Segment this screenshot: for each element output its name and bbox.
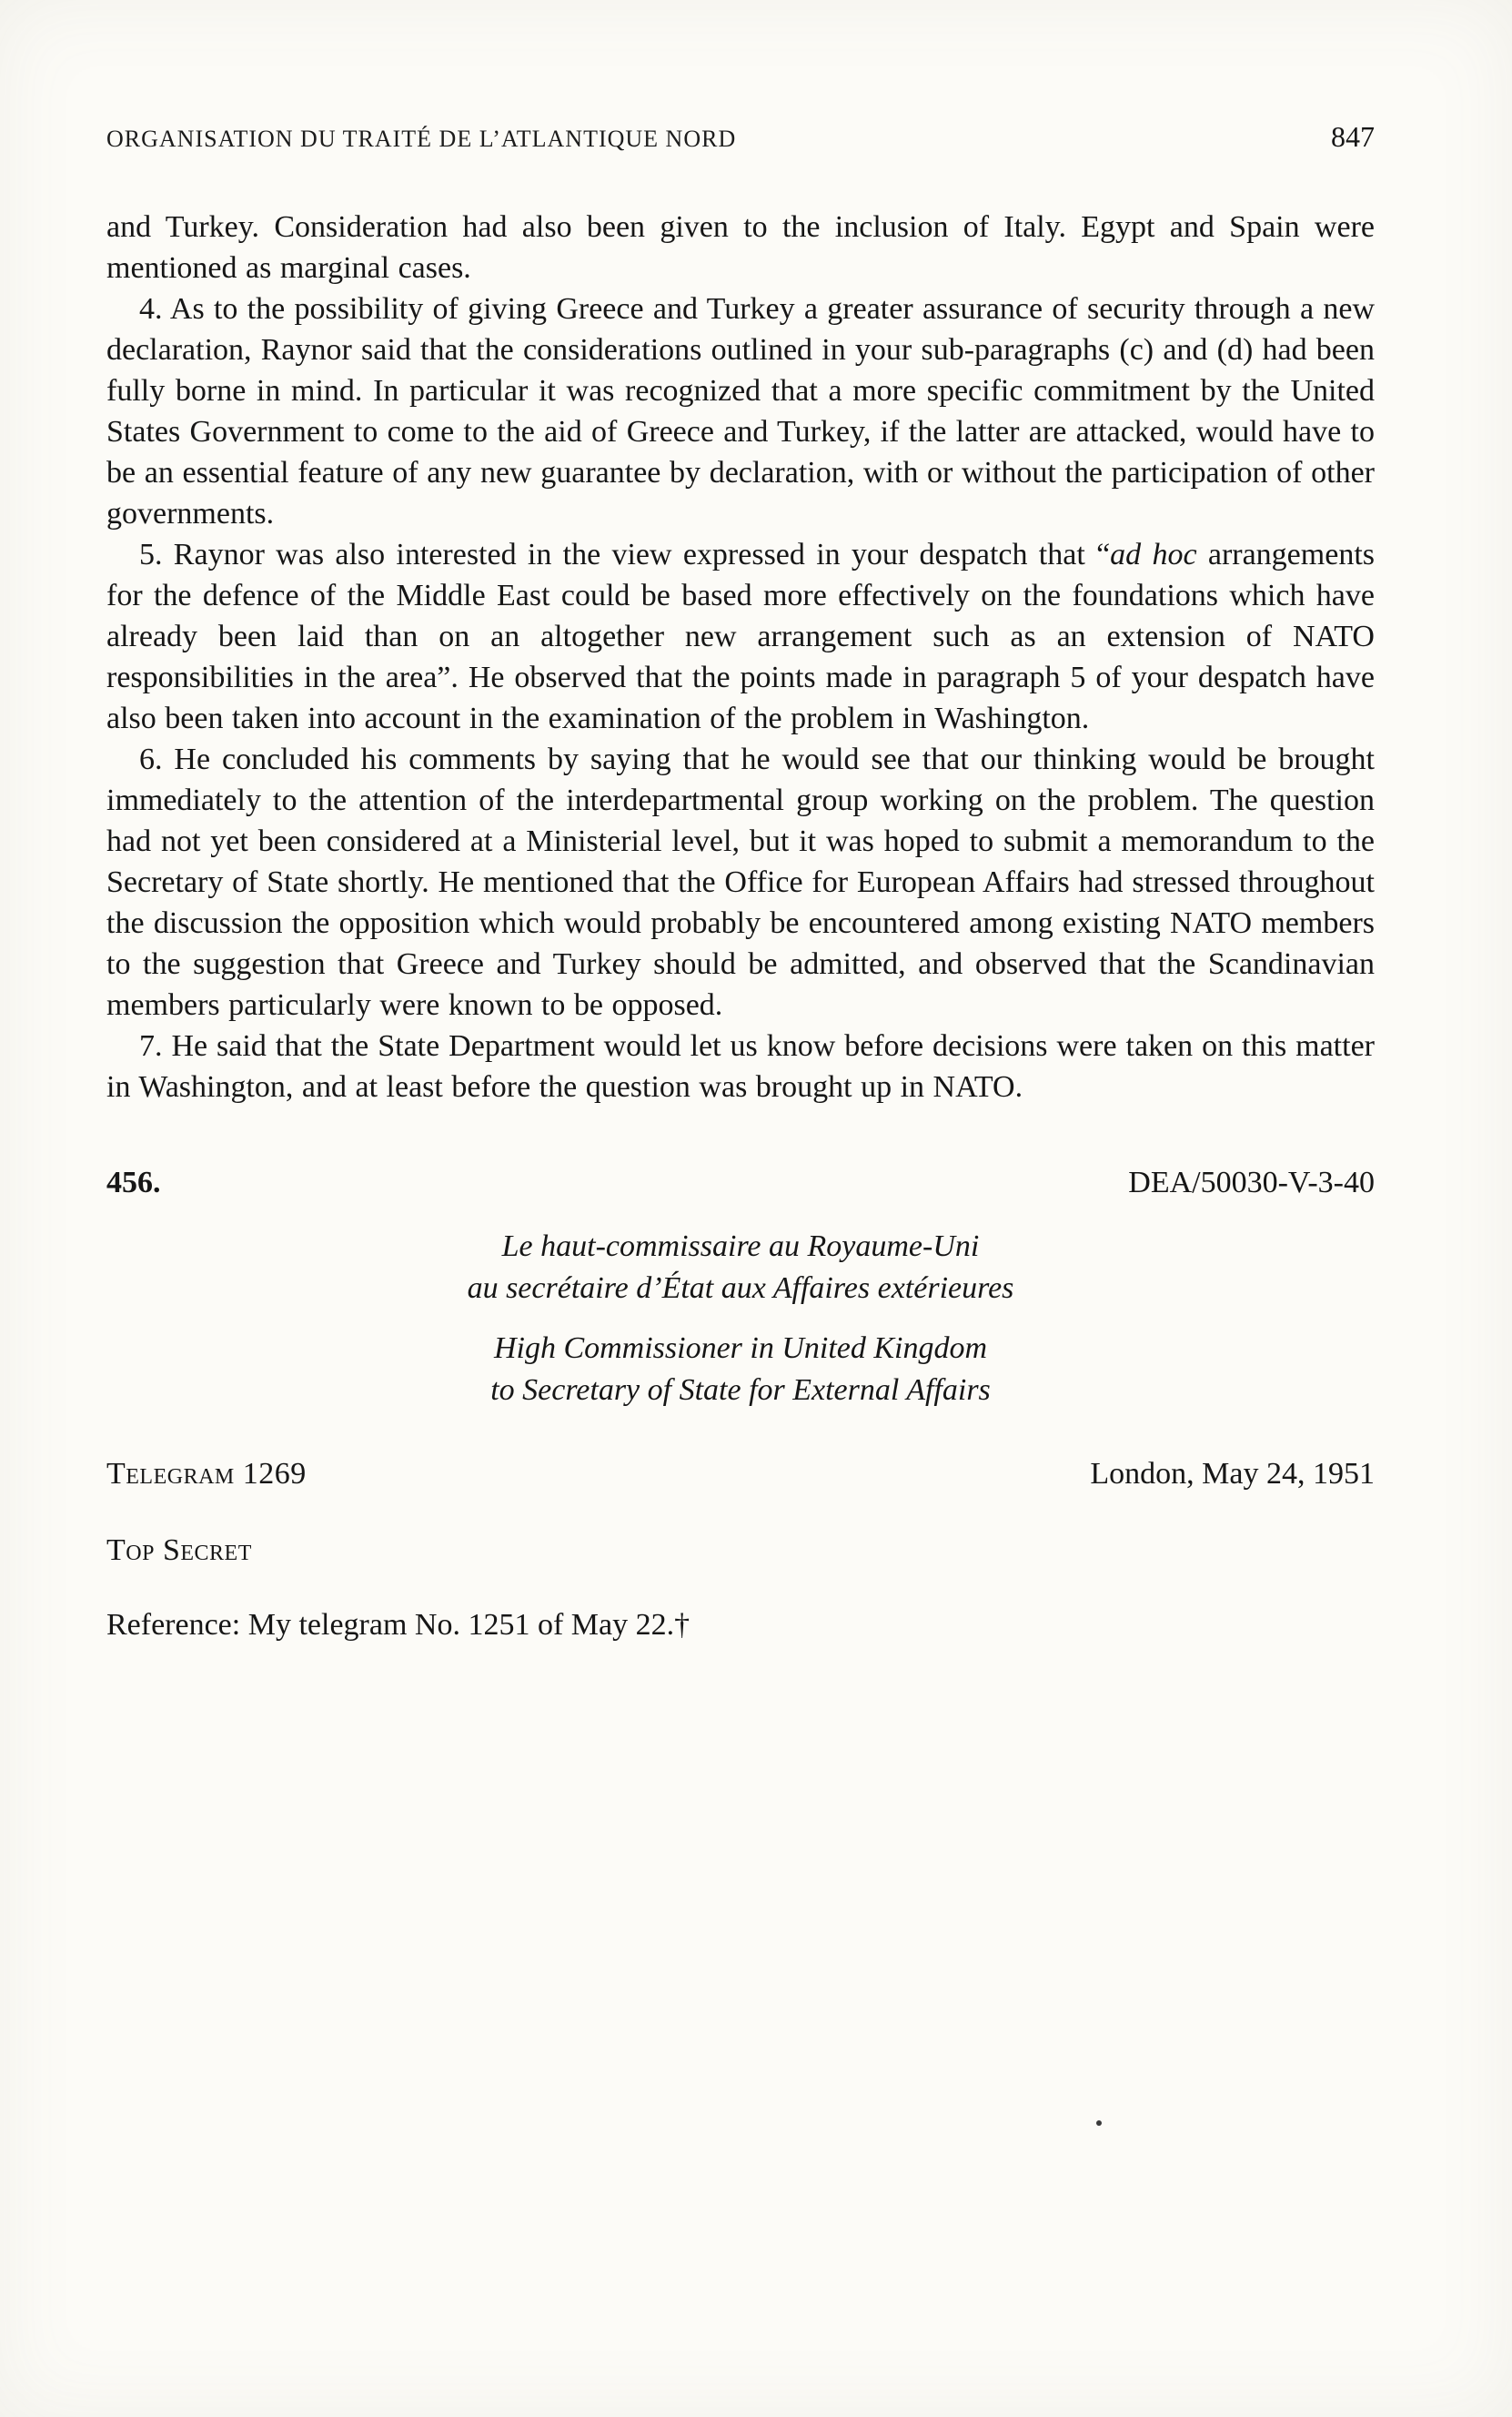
- classification-label: Top Secret: [106, 1533, 252, 1567]
- title-english-line-1: High Commissioner in United Kingdom: [493, 1331, 988, 1365]
- paragraph-text: 5. Raynor was also interested in the view expressed in your despatch that “: [139, 538, 1111, 571]
- document-entry: [106, 1166, 1375, 1643]
- body-paragraphs: [106, 207, 1375, 1107]
- file-reference: DEA/50030-V-3-40: [1128, 1166, 1375, 1199]
- running-title: ORGANISATION DU TRAITÉ DE L’ATLANTIQUE NORD: [106, 126, 737, 152]
- paragraph-text: 7. He said that the State Department would let us know before decisions were taken on this matter in Washington, and at least before the question was brought up in NATO.: [106, 1029, 1375, 1104]
- dateline: London, May 24, 1951: [1090, 1457, 1375, 1491]
- running-header: [106, 120, 1375, 154]
- paragraph: [106, 207, 1375, 288]
- stray-ink-dot: [1096, 2120, 1102, 2126]
- telegram-line: [106, 1457, 1375, 1492]
- paragraph-text: and Turkey. Consideration had also been given to the inclusion of Italy. Egypt and Spain were mentioned as marginal cases.: [106, 210, 1375, 285]
- italic-phrase: ad hoc: [1110, 538, 1197, 571]
- paragraph-text: arrangements for the defence of the Middle East could be based more effectively on the foundations which have already been laid than on an altogether new arrangement such as an extension of NATO responsibilities in the area”. He observed that the points made in paragraph 5 of your despatch have also been taken into account in the examination of the problem in Washington.: [106, 538, 1375, 735]
- reference-note: Reference: My telegram No. 1251 of May 22.†: [106, 1608, 690, 1642]
- paragraph: [106, 1026, 1375, 1107]
- paragraph: [106, 534, 1375, 739]
- paragraph-text: 6. He concluded his comments by saying that he would see that our thinking would be brought immediately to the attention of the interdepartmental group working on the problem. The question had not yet been considered at a Ministerial level, but it was hoped to submit a memorandum to the Secretary of State shortly. He mentioned that the Office for European Affairs had stressed throughout the discussion the opposition which would probably be encountered among existing NATO members to the suggestion that Greece and Turkey should be admitted, and observed that the Scandinavian members particularly were known to be opposed.: [106, 743, 1375, 1022]
- paragraph: [106, 739, 1375, 1026]
- paragraph-text: 4. As to the possibility of giving Greece and Turkey a greater assurance of security through a new declaration, Raynor said that the considerations outlined in your sub-paragraphs (c) and (d) had been fully borne in mind. In particular it was recognized that a more specific commitment by the United States Government to come to the aid of Greece and Turkey, if the latter are attacked, would have to be an essential feature of any new guarantee by declaration, with or without the participation of other governments.: [106, 292, 1375, 531]
- paragraph: [106, 288, 1375, 534]
- title-french-line-2: au secrétaire d’État aux Affaires extérieures: [467, 1271, 1014, 1305]
- telegram-label: Telegram 1269: [106, 1457, 307, 1491]
- title-english: [106, 1328, 1375, 1411]
- page-number: 847: [1331, 120, 1375, 153]
- title-french: [106, 1226, 1375, 1310]
- title-french-line-1: Le haut-commissaire au Royaume-Uni: [501, 1229, 980, 1263]
- document-number: 456.: [106, 1166, 161, 1199]
- title-english-line-2: to Secretary of State for External Affairs: [490, 1373, 991, 1407]
- document-entry-header: [106, 1166, 1375, 1200]
